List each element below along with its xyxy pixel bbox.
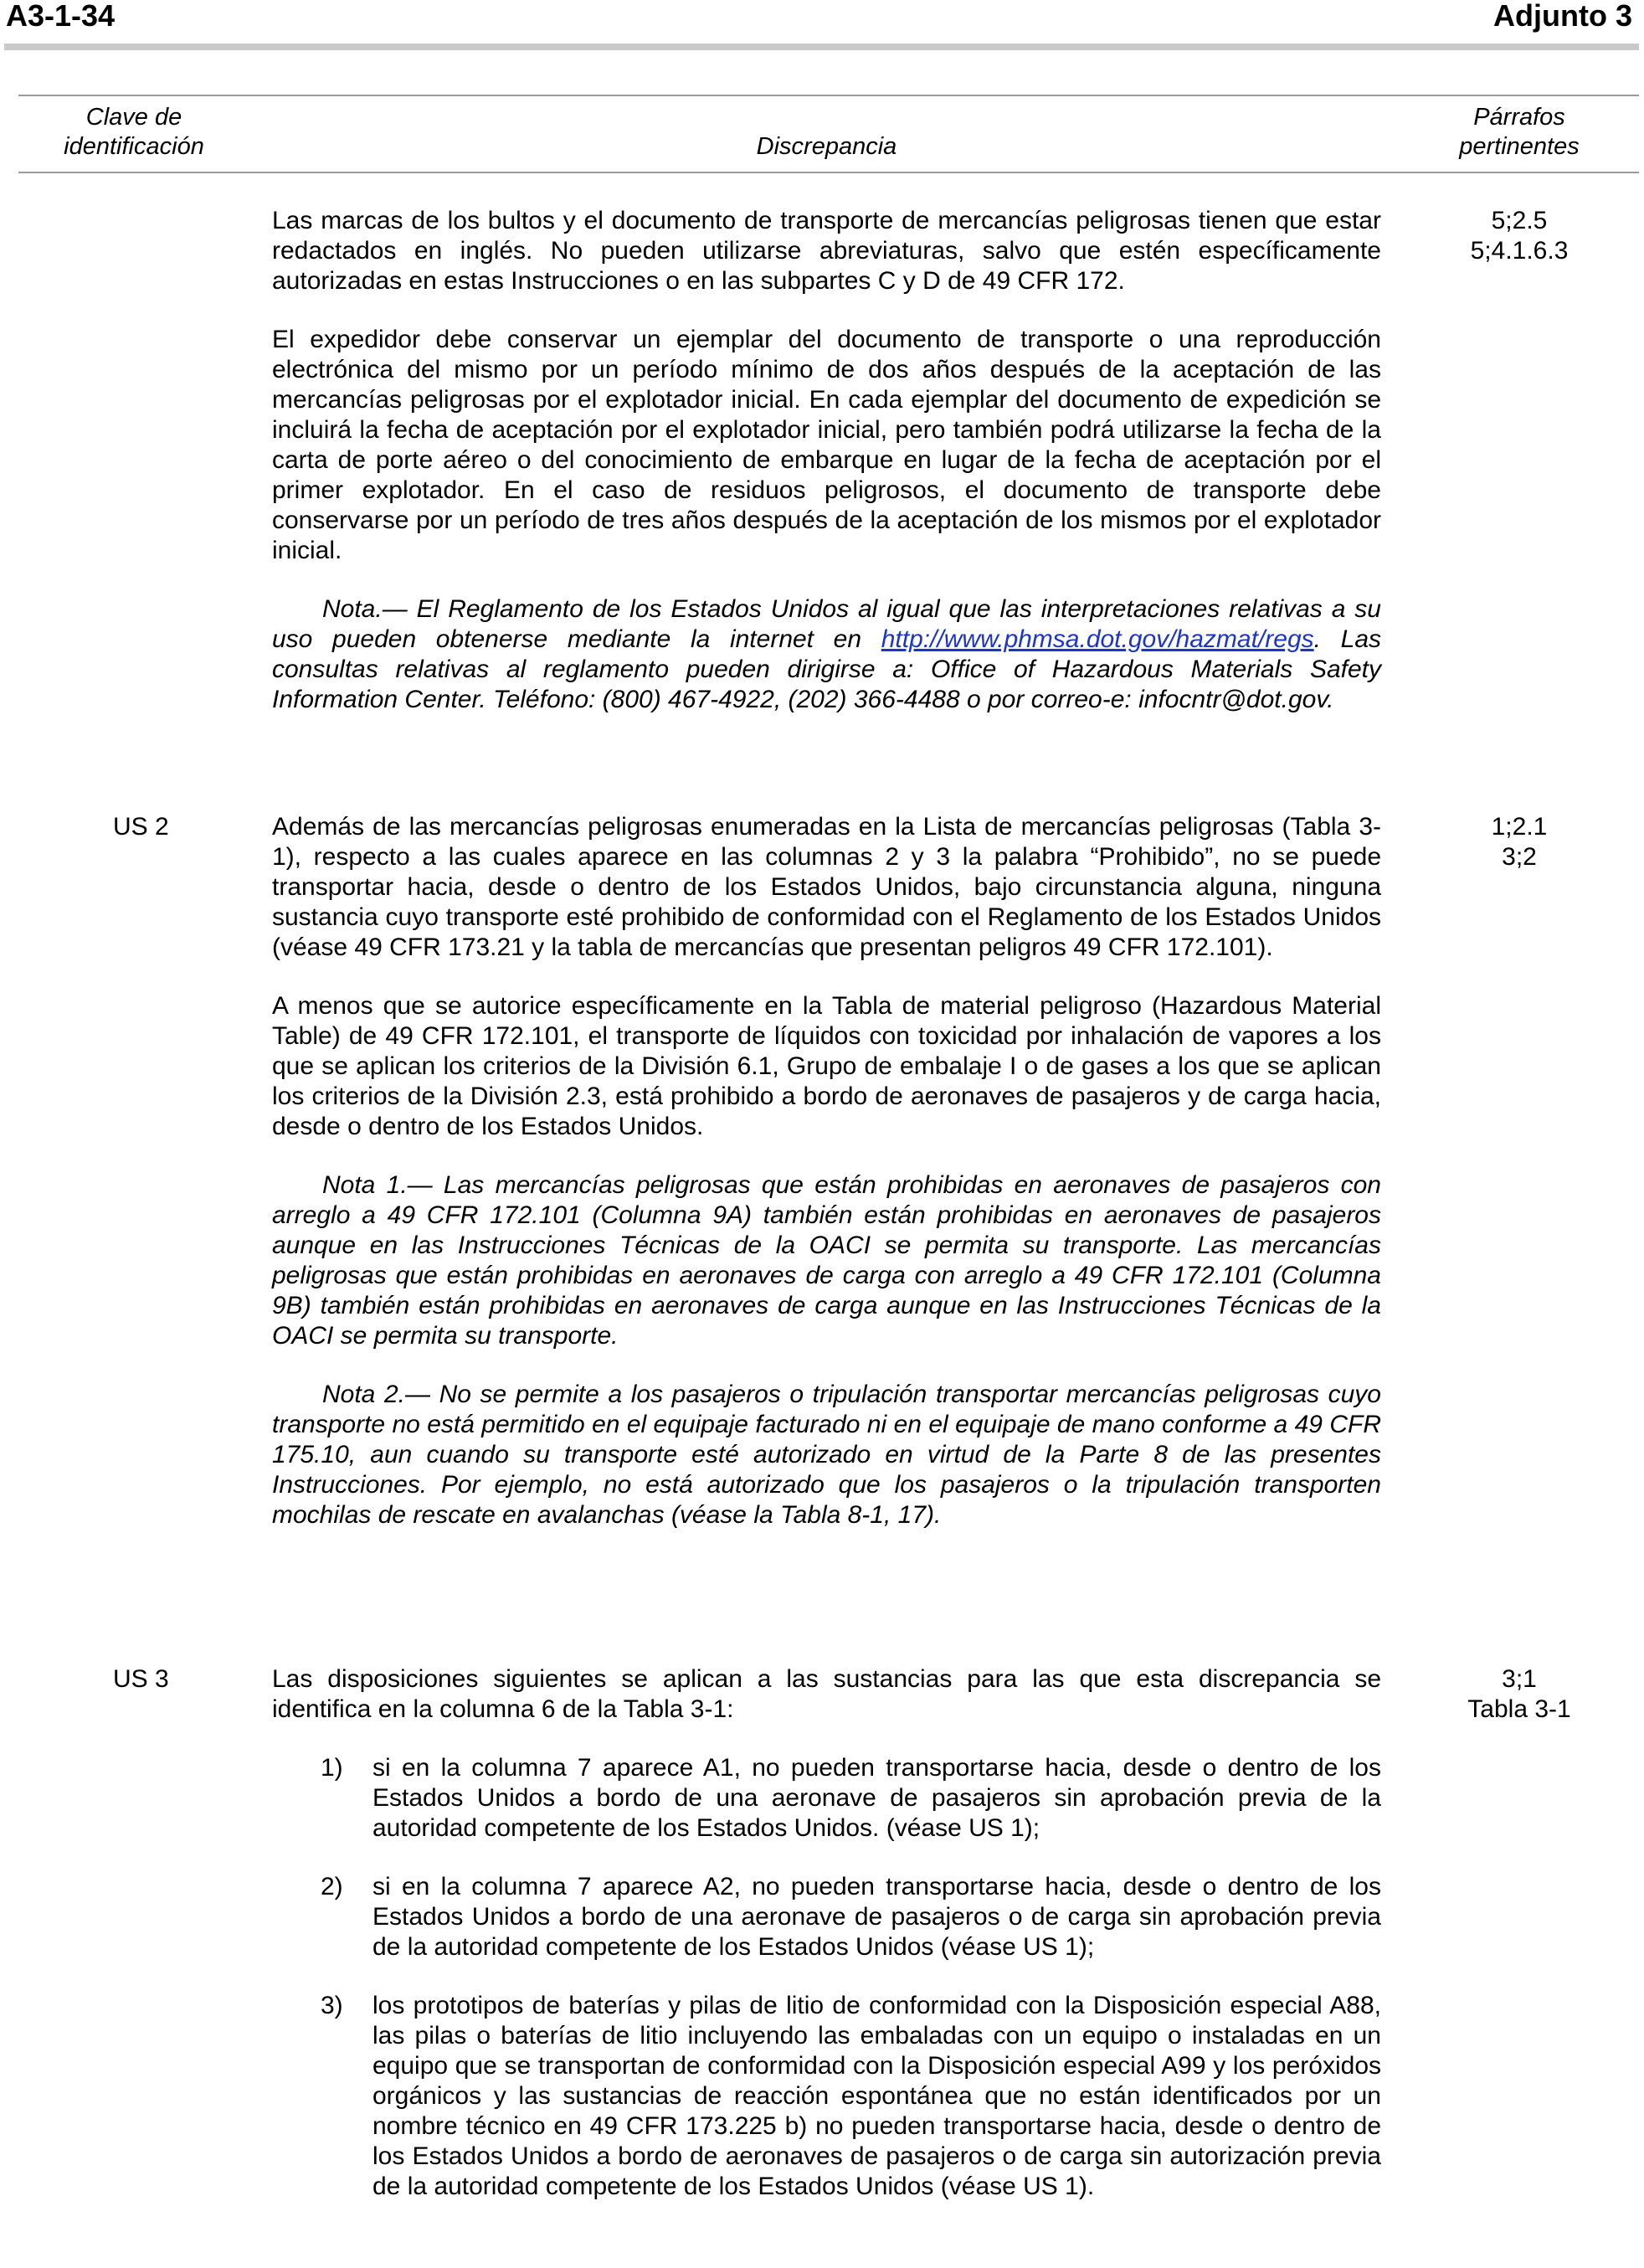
ref-item: 3;1 — [1502, 1665, 1537, 1693]
note: Nota 2.— No se permite a los pasajeros o tripulación transportar mercancías peligrosas cuyo transporte no está permitido en el equipaje facturado ni en el equipaje de mano conforme a 49 CFR 175.10, aun cuando su transporte esté autorizado en virtud de la Parte 8 de las presentes Instrucciones. Por ejemplo, no está autorizado que los pasajeros o la tripulación transporten mochilas de rescate en avalanchas (véase la Tabla 8-1, 17). — [272, 1381, 1381, 1529]
ref-item: 1;2.1 — [1491, 813, 1548, 841]
ref-item: Tabla 3-1 — [1467, 1695, 1571, 1723]
list-number: 3) — [321, 1992, 343, 2019]
note: Nota 1.— Las mercancías peligrosas que están prohibidas en aeronaves de pasajeros con arreglo a 49 CFR 172.101 (Columna 9A) también están prohibidas en aeronaves de pasajeros aunque en las Instrucciones Técnicas de la OACI se permita su transporte. Las mercancías peligrosas que están prohibidas en aeronaves de carga con arreglo a 49 CFR 172.101 (Columna 9B) también están prohibidas en aeronaves de carga aunque en las Instrucciones Técnicas de la OACI se permita su transporte. — [272, 1171, 1381, 1350]
column-header-top-rule — [18, 95, 1639, 96]
note — [272, 594, 1381, 715]
paragraph: Las disposiciones siguientes se aplican a las sustancias para las que esta discrepancia se identifica en la columna 6 de la Tabla 3-1: — [272, 1665, 1381, 1723]
note-text: Nota.— El Reglamento de los Estados Unidos al igual que las interpretaciones relativas a su uso pueden obtenerse mediante la internet en — [272, 595, 1381, 653]
column-header-key-line1: Clave de — [85, 104, 182, 131]
list-item — [272, 1872, 1381, 1962]
paragraph: Además de las mercancías peligrosas enumeradas en la Lista de mercancías peligrosas (Tabla 3-1), respecto a las cuales aparece en las columnas 2 y 3 la palabra “Prohibido”, no se puede transportar hacia, desde o dentro de los Estados Unidos, bajo circunstancia alguna, ninguna sustancia cuyo transporte esté prohibido de conformidad con el Reglamento de los Estados Unidos (véase 49 CFR 173.21 y la tabla de mercancías que presentan peligros 49 CFR 172.101). — [272, 813, 1381, 961]
ref-item: 5;4.1.6.3 — [1470, 237, 1569, 265]
column-header-discrepancy: Discrepancia — [756, 133, 897, 160]
entry-refs — [1415, 812, 1624, 872]
list-text: si en la columna 7 aparece A2, no pueden transportarse hacia, desde o dentro de los Estados Unidos a bordo de una aeronave de pasajeros o de carga sin aprobación previa de la autoridad competente de los Estados Unidos (véase US 1); — [372, 1873, 1381, 1961]
column-header-key-line2: identificación — [64, 133, 204, 160]
note-text: . Las consultas relativas al reglamento pueden dirigirse a: Office of Hazardous Materials Safety Information Center. Teléfono: (800) 467-4922, (202) 366-4488 o por correo-e: infocntr@dot.gov. — [272, 625, 1382, 713]
entry-key: US 3 — [113, 1665, 169, 1693]
list-item — [272, 1753, 1381, 1844]
list-text: los prototipos de baterías y pilas de litio de conformidad con la Disposición especial A88, las pilas o baterías de litio incluyendo las embaladas con un equipo o instaladas en un equipo que se transportan de conformidad con la Disposición especial A99 y los peróxidos orgánicos y las sustancias de reacción espontánea que no están identificados por un nombre técnico en 49 CFR 173.225 b) no pueden transportarse hacia, desde o dentro de los Estados Unidos a bordo de aeronaves de pasajeros o de carga sin autorización previa de la autoridad competente de los Estados Unidos (véase US 1). — [372, 1992, 1381, 2200]
column-header-refs-line1: Párrafos — [1473, 104, 1565, 131]
header-rule — [4, 44, 1639, 50]
entry-continued-refs — [1415, 206, 1624, 266]
regulations-link[interactable]: http://www.phmsa.dot.gov/hazmat/regs — [881, 625, 1314, 653]
list-item — [272, 1991, 1381, 2202]
column-header-bottom-rule — [18, 172, 1639, 173]
entry-continued-body — [272, 206, 1381, 743]
column-header-key — [33, 103, 234, 162]
attachment-label: Adjunto 3 — [1493, 0, 1632, 33]
list-number: 2) — [321, 1873, 343, 1900]
entry-body — [272, 812, 1381, 1559]
list-number: 1) — [321, 1754, 343, 1782]
page-number: A3-1-34 — [6, 0, 116, 33]
paragraph: El expedidor debe conservar un ejemplar del documento de transporte o una reproducción electrónica del mismo por un período mínimo de dos años después de la aceptación de las mercancías peligrosas por el explotador inicial. En cada ejemplar del documento de expedición se incluirá la fecha de aceptación por el explotador inicial, pero también podrá utilizarse la fecha de la carta de porte aéreo o del conocimiento de embarque en lugar de la fecha de aceptación por el primer explotador. En el caso de residuos peligrosos, el documento de transporte debe conservarse por un período de tres años después de la aceptación de los mismos por el explotador inicial. — [272, 326, 1381, 564]
paragraph: A menos que se autorice específicamente en la Tabla de material peligroso (Hazardous Material Table) de 49 CFR 172.101, el transporte de líquidos con toxicidad por inhalación de vapores a los que se aplican los criterios de la División 6.1, Grupo de embalaje I o de gases a los que se aplican los criterios de la División 2.3, está prohibido a bordo de aeronaves de pasajeros y de carga hacia, desde o dentro de los Estados Unidos. — [272, 992, 1381, 1140]
column-header-refs-line2: pertinentes — [1459, 133, 1580, 160]
ref-item: 3;2 — [1502, 843, 1537, 871]
column-header-refs — [1415, 103, 1624, 162]
list-text: si en la columna 7 aparece A1, no pueden transportarse hacia, desde o dentro de los Estados Unidos a bordo de una aeronave de pasajeros sin aprobación previa de la autoridad competente de los Estados Unidos. (véase US 1); — [372, 1754, 1381, 1842]
entry-key: US 2 — [113, 813, 169, 841]
paragraph: Las marcas de los bultos y el documento de transporte de mercancías peligrosas tienen que estar redactados en inglés. No pueden utilizarse abreviaturas, salvo que estén específicamente autorizadas en estas Instrucciones o en las subpartes C y D de 49 CFR 172. — [272, 207, 1381, 295]
ref-item: 5;2.5 — [1491, 207, 1548, 234]
entry-body — [272, 1664, 1381, 2230]
entry-refs — [1415, 1664, 1624, 1725]
